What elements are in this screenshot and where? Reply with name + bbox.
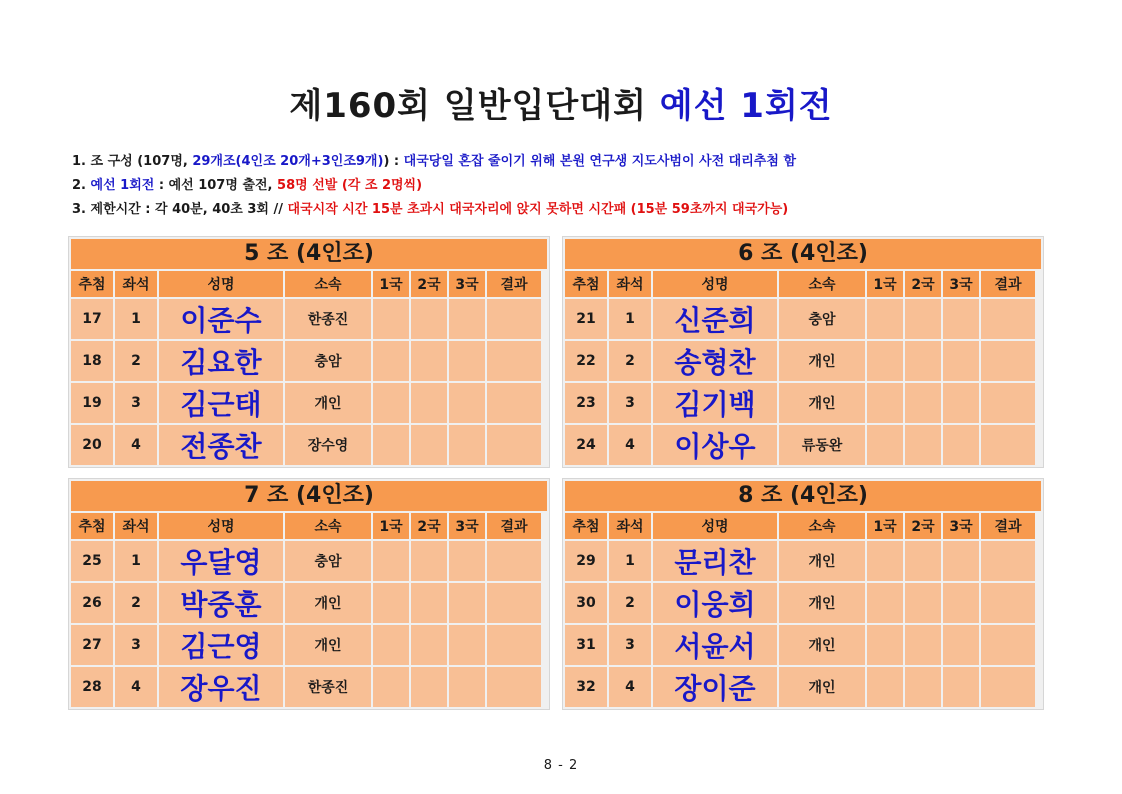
column-header-row [565, 271, 1041, 297]
column-header: 3국 [449, 271, 485, 297]
column-header: 2국 [905, 513, 941, 539]
column-header: 3국 [943, 271, 979, 297]
affiliation: 충암 [285, 541, 371, 581]
affiliation: 개인 [779, 625, 865, 665]
note-2-blue: 예선 1회전 [90, 178, 155, 193]
game-1-cell [373, 541, 409, 581]
group-title: 6 조 (4인조) [565, 239, 1041, 269]
group-7 [68, 478, 550, 710]
seat-number: 3 [115, 383, 157, 423]
game-3-cell [449, 541, 485, 581]
column-header: 2국 [411, 271, 447, 297]
column-header: 1국 [867, 271, 903, 297]
game-3-cell [943, 341, 979, 381]
column-header: 좌석 [609, 271, 651, 297]
table-row [565, 667, 1041, 707]
column-header: 1국 [867, 513, 903, 539]
draw-number: 22 [565, 341, 607, 381]
note-1-blue2: 대국당일 혼잡 줄이기 위해 본원 연구생 지도사범이 사전 대리추첨 함 [403, 154, 796, 169]
draw-number: 20 [71, 425, 113, 465]
result-cell [487, 425, 541, 465]
draw-number: 26 [71, 583, 113, 623]
player-name: 김기백 [653, 383, 777, 423]
draw-number: 24 [565, 425, 607, 465]
group-title: 5 조 (4인조) [71, 239, 547, 269]
seat-number: 3 [609, 625, 651, 665]
seat-number: 2 [115, 341, 157, 381]
group-title: 8 조 (4인조) [565, 481, 1041, 511]
seat-number: 2 [115, 583, 157, 623]
result-cell [981, 583, 1035, 623]
game-2-cell [411, 541, 447, 581]
column-header: 1국 [373, 513, 409, 539]
table-row [71, 625, 547, 665]
affiliation: 충암 [779, 299, 865, 339]
group-title: 7 조 (4인조) [71, 481, 547, 511]
title-highlight: 예선 1회전 [659, 86, 833, 126]
game-1-cell [373, 341, 409, 381]
note-3-prefix: 3. 제한시간 : 각 40분, 40초 3회 // [72, 202, 288, 217]
column-header: 좌석 [609, 513, 651, 539]
affiliation: 한종진 [285, 667, 371, 707]
seat-number: 4 [115, 667, 157, 707]
seat-number: 1 [115, 299, 157, 339]
affiliation: 개인 [779, 341, 865, 381]
affiliation: 개인 [779, 541, 865, 581]
draw-number: 29 [565, 541, 607, 581]
column-header: 소속 [285, 271, 371, 297]
column-header: 좌석 [115, 513, 157, 539]
game-1-cell [867, 625, 903, 665]
table-row [565, 625, 1041, 665]
affiliation: 개인 [779, 383, 865, 423]
draw-number: 28 [71, 667, 113, 707]
player-name: 박중훈 [159, 583, 283, 623]
affiliation: 개인 [779, 583, 865, 623]
draw-number: 31 [565, 625, 607, 665]
game-3-cell [449, 299, 485, 339]
game-1-cell [373, 383, 409, 423]
game-3-cell [449, 625, 485, 665]
seat-number: 4 [609, 667, 651, 707]
draw-number: 27 [71, 625, 113, 665]
result-cell [981, 541, 1035, 581]
player-name: 송형찬 [653, 341, 777, 381]
draw-number: 32 [565, 667, 607, 707]
seat-number: 1 [609, 299, 651, 339]
game-2-cell [411, 341, 447, 381]
game-1-cell [867, 541, 903, 581]
game-1-cell [373, 425, 409, 465]
game-2-cell [905, 299, 941, 339]
game-2-cell [905, 341, 941, 381]
game-1-cell [867, 583, 903, 623]
result-cell [487, 341, 541, 381]
game-1-cell [867, 383, 903, 423]
table-row [565, 425, 1041, 465]
column-header: 결과 [981, 271, 1035, 297]
draw-number: 19 [71, 383, 113, 423]
page-number: 8 - 2 [543, 758, 579, 773]
game-3-cell [943, 541, 979, 581]
game-1-cell [373, 299, 409, 339]
game-1-cell [373, 583, 409, 623]
column-header: 결과 [981, 513, 1035, 539]
column-header: 추첨 [565, 271, 607, 297]
table-row [565, 299, 1041, 339]
draw-number: 17 [71, 299, 113, 339]
game-1-cell [867, 667, 903, 707]
game-3-cell [943, 583, 979, 623]
column-header: 소속 [285, 513, 371, 539]
column-header: 성명 [653, 513, 777, 539]
player-name: 문리찬 [653, 541, 777, 581]
group-5 [68, 236, 550, 468]
table-row [71, 383, 547, 423]
game-1-cell [373, 667, 409, 707]
seat-number: 4 [609, 425, 651, 465]
player-name: 이상우 [653, 425, 777, 465]
seat-number: 1 [609, 541, 651, 581]
result-cell [981, 299, 1035, 339]
column-header: 소속 [779, 271, 865, 297]
table-row [71, 541, 547, 581]
note-1-mid: ) : [383, 154, 404, 169]
game-1-cell [373, 625, 409, 665]
group-6 [562, 236, 1044, 468]
note-2-red: 58명 선발 (각 조 2명씩) [277, 178, 423, 193]
column-header: 3국 [449, 513, 485, 539]
game-2-cell [411, 425, 447, 465]
player-name: 전종찬 [159, 425, 283, 465]
column-header: 성명 [159, 271, 283, 297]
column-header-row [71, 271, 547, 297]
column-header: 성명 [159, 513, 283, 539]
player-name: 김요한 [159, 341, 283, 381]
game-3-cell [943, 383, 979, 423]
affiliation: 충암 [285, 341, 371, 381]
game-2-cell [411, 583, 447, 623]
seat-number: 4 [115, 425, 157, 465]
seat-number: 1 [115, 541, 157, 581]
game-2-cell [905, 667, 941, 707]
column-header-row [565, 513, 1041, 539]
result-cell [487, 667, 541, 707]
player-name: 신준희 [653, 299, 777, 339]
note-3 [72, 198, 1072, 222]
affiliation: 류동완 [779, 425, 865, 465]
table-row [71, 425, 547, 465]
game-2-cell [411, 383, 447, 423]
column-header: 결과 [487, 513, 541, 539]
game-3-cell [449, 425, 485, 465]
game-3-cell [943, 667, 979, 707]
column-header-row [71, 513, 547, 539]
seat-number: 3 [115, 625, 157, 665]
player-name: 김근영 [159, 625, 283, 665]
note-3-red: 대국시작 시간 15분 초과시 대국자리에 앉지 못하면 시간패 (15분 59초까지 대국가능) [287, 202, 789, 217]
player-name: 이웅희 [653, 583, 777, 623]
game-3-cell [449, 583, 485, 623]
column-header: 좌석 [115, 271, 157, 297]
affiliation: 한종진 [285, 299, 371, 339]
game-2-cell [905, 583, 941, 623]
game-2-cell [905, 625, 941, 665]
draw-number: 23 [565, 383, 607, 423]
result-cell [981, 341, 1035, 381]
note-1-blue: 29개조(4인조 20개+3인조9개) [192, 154, 384, 169]
note-1-prefix: 1. 조 구성 (107명, [72, 154, 193, 169]
column-header: 추첨 [565, 513, 607, 539]
column-header: 추첨 [71, 513, 113, 539]
affiliation: 개인 [285, 625, 371, 665]
game-2-cell [411, 625, 447, 665]
note-2-mid: : 예선 107명 출전, [154, 178, 278, 193]
seat-number: 2 [609, 341, 651, 381]
table-row [565, 583, 1041, 623]
column-header: 추첨 [71, 271, 113, 297]
game-1-cell [867, 425, 903, 465]
result-cell [487, 383, 541, 423]
result-cell [487, 299, 541, 339]
game-2-cell [411, 299, 447, 339]
table-row [71, 667, 547, 707]
draw-number: 30 [565, 583, 607, 623]
game-3-cell [449, 383, 485, 423]
column-header: 2국 [905, 271, 941, 297]
note-2-prefix: 2. [72, 178, 91, 193]
column-header: 성명 [653, 271, 777, 297]
player-name: 이준수 [159, 299, 283, 339]
affiliation: 개인 [285, 383, 371, 423]
game-3-cell [943, 299, 979, 339]
game-1-cell [867, 341, 903, 381]
affiliation: 장수영 [285, 425, 371, 465]
game-3-cell [943, 425, 979, 465]
note-2 [72, 174, 1072, 198]
title-main: 제160회 일반입단대회 [289, 86, 647, 126]
table-row [71, 583, 547, 623]
game-1-cell [867, 299, 903, 339]
draw-number: 18 [71, 341, 113, 381]
note-1 [72, 150, 1072, 174]
result-cell [981, 667, 1035, 707]
player-name: 장우진 [159, 667, 283, 707]
player-name: 우달영 [159, 541, 283, 581]
seat-number: 2 [609, 583, 651, 623]
notes [72, 150, 1072, 222]
table-row [565, 383, 1041, 423]
draw-number: 25 [71, 541, 113, 581]
result-cell [981, 383, 1035, 423]
game-3-cell [943, 625, 979, 665]
table-row [565, 341, 1041, 381]
table-row [71, 341, 547, 381]
column-header: 3국 [943, 513, 979, 539]
column-header: 소속 [779, 513, 865, 539]
affiliation: 개인 [779, 667, 865, 707]
page-title [0, 78, 1122, 127]
draw-number: 21 [565, 299, 607, 339]
column-header: 2국 [411, 513, 447, 539]
game-2-cell [905, 383, 941, 423]
player-name: 서윤서 [653, 625, 777, 665]
game-2-cell [905, 541, 941, 581]
game-3-cell [449, 341, 485, 381]
column-header: 1국 [373, 271, 409, 297]
result-cell [981, 425, 1035, 465]
table-row [71, 299, 547, 339]
result-cell [487, 541, 541, 581]
seat-number: 3 [609, 383, 651, 423]
column-header: 결과 [487, 271, 541, 297]
result-cell [487, 583, 541, 623]
group-8 [562, 478, 1044, 710]
game-2-cell [411, 667, 447, 707]
result-cell [487, 625, 541, 665]
affiliation: 개인 [285, 583, 371, 623]
game-3-cell [449, 667, 485, 707]
player-name: 김근태 [159, 383, 283, 423]
game-2-cell [905, 425, 941, 465]
result-cell [981, 625, 1035, 665]
player-name: 장이준 [653, 667, 777, 707]
table-row [565, 541, 1041, 581]
